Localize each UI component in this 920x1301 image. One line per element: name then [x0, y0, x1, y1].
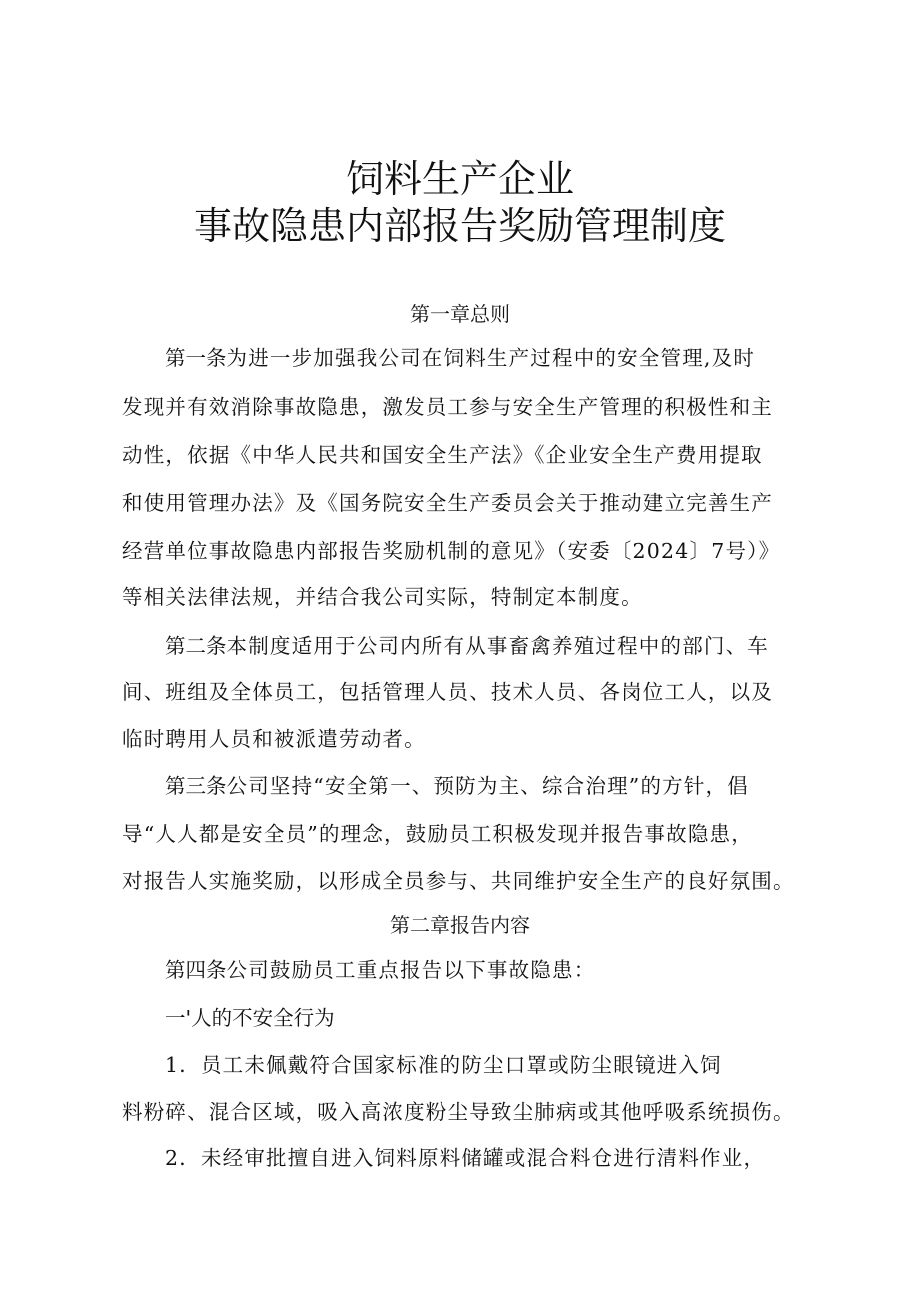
article-3-line-3: 对报告人实施奖励，以形成全员参与、共同维护安全生产的良好氛围。	[122, 869, 795, 893]
article-1-line-2: 发现并有效消除事故隐患，激发员工参与安全生产管理的积极性和主	[122, 395, 773, 419]
chapter-1-heading: 第一章总则	[410, 302, 510, 326]
article-1-line-6: 等相关法律法规，并结合我公司实际，特制定本制度。	[122, 585, 643, 609]
article-4-text: 公司鼓励员工重点报告以下事故隐患：	[226, 958, 596, 982]
article-2-line-1	[165, 631, 875, 661]
article-4-line-1	[165, 955, 875, 985]
item-2-line-1: 2．未经审批擅自进入饲料原料储罐或混合料仓进行清料作业，	[165, 1146, 766, 1170]
item-1-line-2: 料粉碎、混合区域，吸入高浓度粉尘导致尘肺病或其他呼吸系统损伤。	[122, 1100, 795, 1124]
article-3-text: 公司坚持“安全第一、预防为主、综合治理”的方针，倡	[226, 774, 749, 798]
article-3-line-2: 导“人人都是安全员”的理念，鼓励员工积极发现并报告事故隐患，	[122, 822, 753, 846]
article-2-line-3: 临时聘用人员和被派遣劳动者。	[122, 727, 426, 751]
document-title-line-2: 事故隐患内部报告奖励管理制度	[193, 204, 726, 248]
article-1-line-1	[165, 343, 875, 373]
article-3-label: 第三条	[165, 774, 227, 798]
article-4-label: 第四条	[165, 958, 227, 982]
item-1-line-1: 1．员工未佩戴符合国家标准的防尘口罩或防尘眼镜进入饲	[165, 1053, 722, 1077]
article-1-line-4: 和使用管理办法》及《国务院安全生产委员会关于推动建立完善生产	[122, 491, 773, 515]
section-1-heading: 一'人的不安全行为	[165, 1006, 335, 1030]
article-3-line-1	[165, 771, 875, 801]
article-2-label: 第二条	[165, 634, 227, 658]
article-1-text: 为进一步加强我公司在饲料生产过程中的安全管理,及时	[226, 346, 756, 370]
article-2-text: 本制度适用于公司内所有从事畜禽养殖过程中的部门、车	[226, 634, 769, 658]
article-1-line-5: 经营单位事故隐患内部报告奖励机制的意见》（安委〔2024〕7号）》	[122, 539, 781, 563]
chapter-2-heading: 第二章报告内容	[390, 913, 530, 937]
article-1-label: 第一条	[165, 346, 227, 370]
article-2-line-2: 间、班组及全体员工，包括管理人员、技术人员、各岗位工人，以及	[122, 680, 773, 704]
article-1-line-3: 动性，依据《中华人民共和国安全生产法》《企业安全生产费用提取	[122, 443, 763, 467]
document-title-line-1: 饲料生产企业	[345, 157, 574, 201]
